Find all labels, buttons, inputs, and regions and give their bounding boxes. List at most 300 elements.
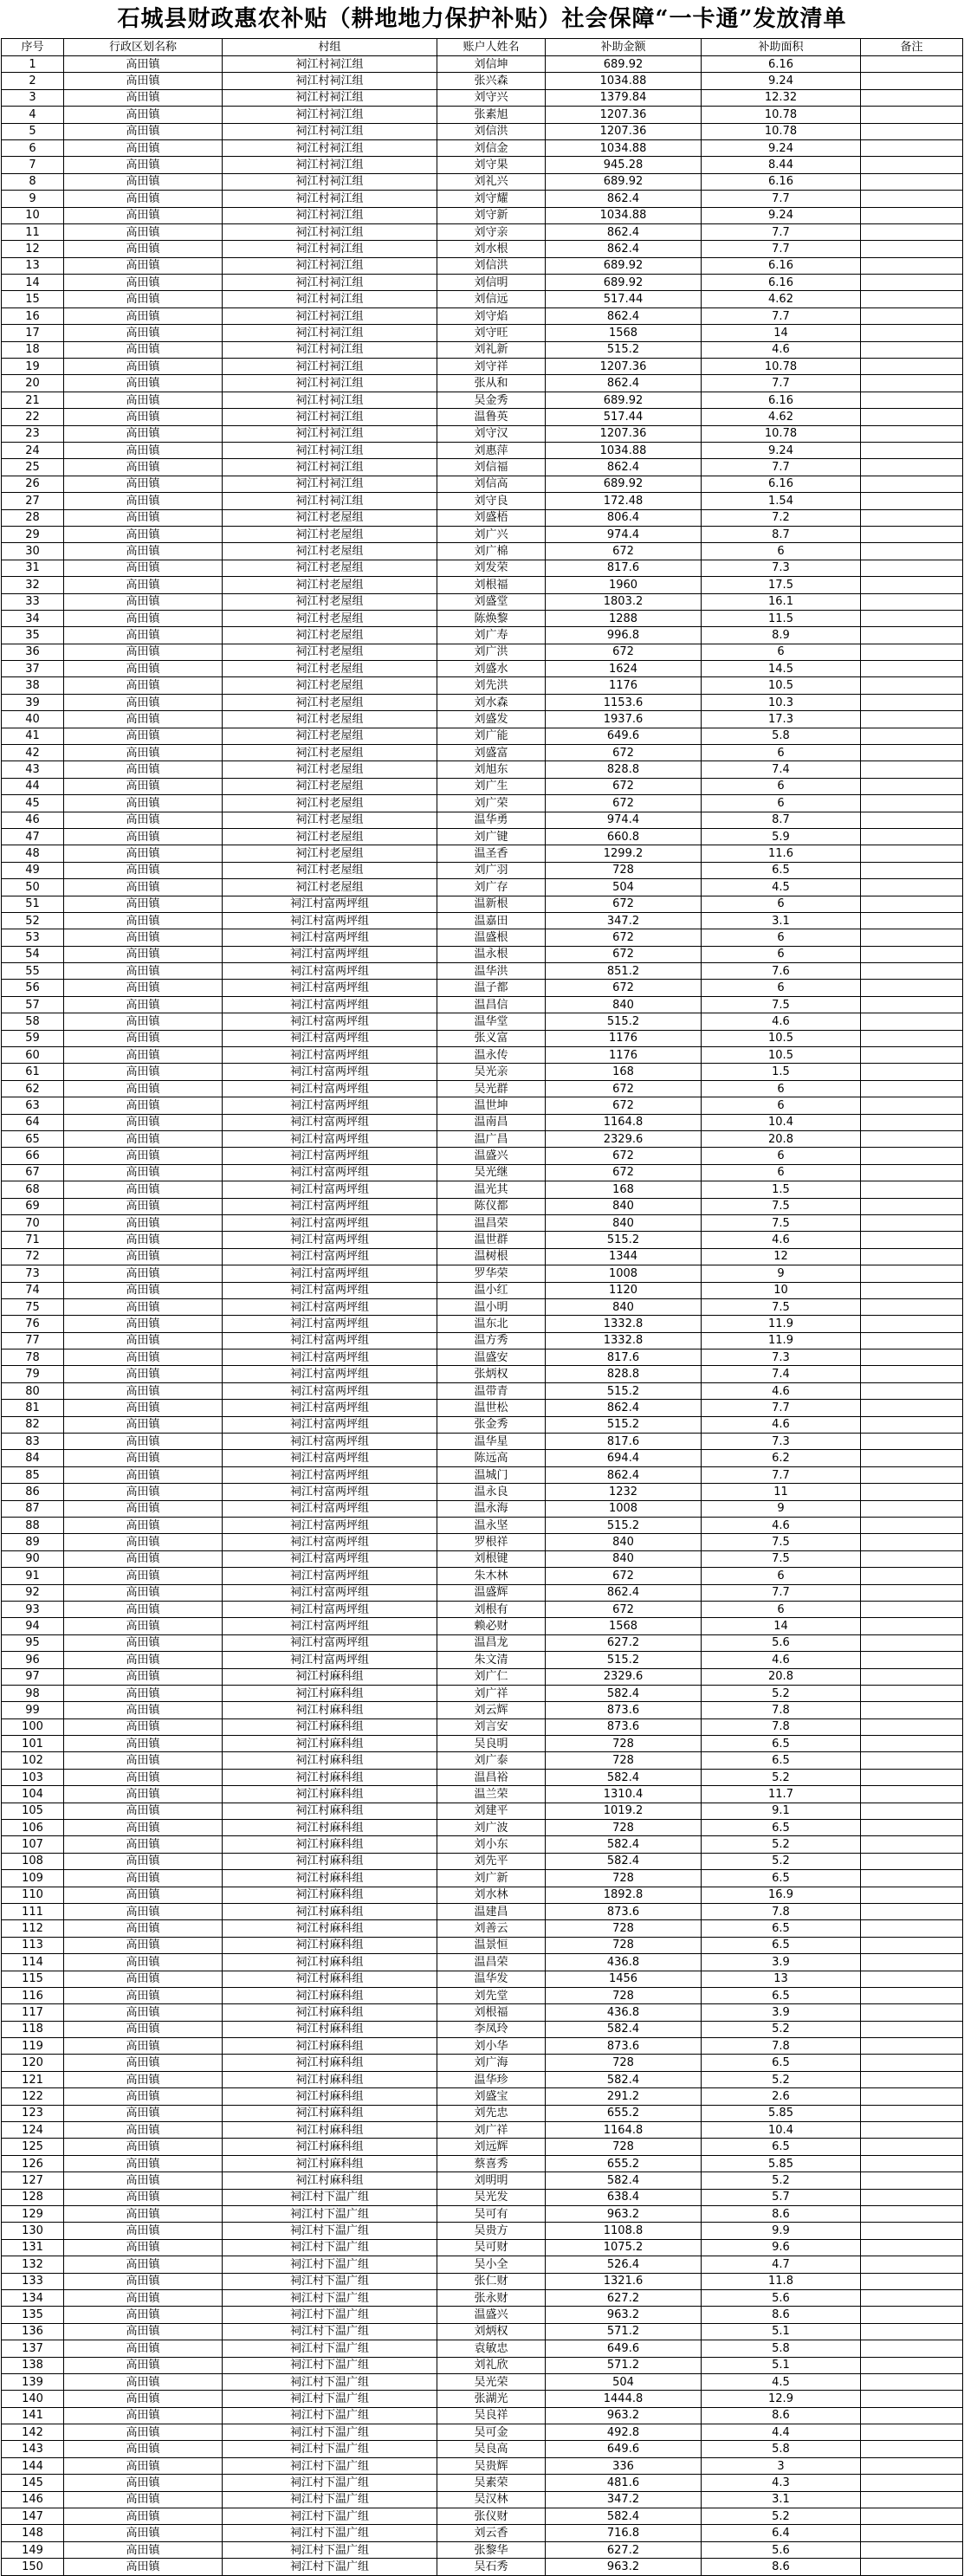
cell-seq: 146 [2, 2491, 64, 2508]
cell-district: 高田镇 [64, 1013, 223, 1030]
cell-account-name: 温华星 [437, 1434, 546, 1450]
cell-village-group: 祠江村祠江组 [223, 241, 437, 257]
cell-area: 7.3 [702, 1434, 861, 1450]
cell-seq: 115 [2, 1971, 64, 1987]
cell-village-group: 祠江村下温广组 [223, 2256, 437, 2273]
cell-area: 9.24 [702, 207, 861, 223]
cell-area: 8.44 [702, 157, 861, 173]
cell-seq: 38 [2, 677, 64, 694]
cell-district: 高田镇 [64, 1668, 223, 1685]
table-row [2, 1903, 963, 1919]
table-header-row [2, 39, 963, 56]
cell-account-name: 温小红 [437, 1282, 546, 1298]
cell-seq: 31 [2, 560, 64, 576]
cell-village-group: 祠江村麻科组 [223, 1920, 437, 1937]
cell-district: 高田镇 [64, 2004, 223, 2021]
cell-area: 7.5 [702, 996, 861, 1013]
cell-area: 9.6 [702, 2239, 861, 2256]
cell-amount: 515.2 [546, 341, 702, 358]
table-row [2, 1702, 963, 1718]
cell-amount: 1034.88 [546, 73, 702, 89]
document-title: 石城县财政惠农补贴（耕地地力保护补贴）社会保障“一卡通”发放清单 [117, 6, 847, 32]
cell-seq: 86 [2, 1484, 64, 1500]
cell-remarks [861, 1148, 963, 1164]
table-row [2, 862, 963, 878]
cell-district: 高田镇 [64, 728, 223, 744]
cell-account-name: 刘先忠 [437, 2105, 546, 2121]
cell-district: 高田镇 [64, 1131, 223, 1148]
cell-remarks [861, 2021, 963, 2037]
cell-seq: 77 [2, 1332, 64, 1349]
cell-amount: 515.2 [546, 1416, 702, 1433]
cell-district: 高田镇 [64, 157, 223, 173]
cell-remarks [861, 1030, 963, 1046]
cell-remarks [861, 157, 963, 173]
cell-seq: 71 [2, 1232, 64, 1248]
cell-area: 20.8 [702, 1668, 861, 1685]
cell-amount: 1008 [546, 1265, 702, 1282]
cell-account-name: 温永传 [437, 1047, 546, 1064]
table-row [2, 1668, 963, 1685]
cell-account-name: 张素旭 [437, 107, 546, 123]
cell-village-group: 祠江村富两坪组 [223, 1382, 437, 1399]
cell-remarks [861, 1634, 963, 1651]
cell-seq: 15 [2, 291, 64, 307]
cell-account-name: 刘信明 [437, 275, 546, 291]
cell-amount: 526.4 [546, 2256, 702, 2273]
cell-area: 9.24 [702, 139, 861, 156]
cell-seq: 9 [2, 191, 64, 207]
cell-remarks [861, 1214, 963, 1231]
cell-seq: 87 [2, 1500, 64, 1517]
cell-amount: 492.8 [546, 2424, 702, 2441]
table-row [2, 610, 963, 626]
cell-village-group: 祠江村富两坪组 [223, 1366, 437, 1382]
cell-remarks [861, 2289, 963, 2306]
table-row [2, 325, 963, 341]
table-row [2, 879, 963, 896]
cell-district: 高田镇 [64, 1887, 223, 1903]
cell-district: 高田镇 [64, 1097, 223, 1114]
cell-village-group: 祠江村下温广组 [223, 2373, 437, 2390]
cell-account-name: 陈远高 [437, 1450, 546, 1466]
cell-amount: 436.8 [546, 2004, 702, 2021]
cell-seq: 100 [2, 1718, 64, 1735]
cell-village-group: 祠江村麻科组 [223, 1954, 437, 1971]
cell-amount: 504 [546, 879, 702, 896]
cell-account-name: 刘明明 [437, 2172, 546, 2189]
table-row [2, 392, 963, 408]
table-row [2, 946, 963, 962]
table-row [2, 73, 963, 89]
cell-district: 高田镇 [64, 711, 223, 728]
table-row [2, 2038, 963, 2055]
cell-village-group: 祠江村麻科组 [223, 1736, 437, 1752]
cell-amount: 1019.2 [546, 1803, 702, 1819]
cell-account-name: 刘信洪 [437, 257, 546, 274]
cell-district: 高田镇 [64, 593, 223, 610]
cell-account-name: 吴石秀 [437, 2559, 546, 2575]
cell-remarks [861, 1382, 963, 1399]
cell-seq: 142 [2, 2424, 64, 2441]
cell-account-name: 刘发荣 [437, 560, 546, 576]
column-header-area: 补助面积 [702, 39, 861, 56]
cell-district: 高田镇 [64, 2055, 223, 2071]
cell-district: 高田镇 [64, 1618, 223, 1634]
cell-remarks [861, 2441, 963, 2457]
cell-account-name: 温华堂 [437, 1013, 546, 1030]
cell-seq: 79 [2, 1366, 64, 1382]
table-row [2, 543, 963, 560]
cell-village-group: 祠江村富两坪组 [223, 1316, 437, 1332]
cell-district: 高田镇 [64, 2206, 223, 2223]
table-row [2, 1954, 963, 1971]
cell-village-group: 祠江村富两坪组 [223, 1534, 437, 1550]
cell-account-name: 刘信金 [437, 139, 546, 156]
cell-district: 高田镇 [64, 1450, 223, 1466]
cell-amount: 862.4 [546, 375, 702, 392]
cell-amount: 963.2 [546, 2407, 702, 2424]
table-row [2, 2004, 963, 2021]
cell-amount: 1960 [546, 577, 702, 593]
cell-remarks [861, 560, 963, 576]
table-row [2, 2139, 963, 2155]
cell-seq: 16 [2, 307, 64, 324]
cell-area: 6.5 [702, 1937, 861, 1953]
cell-district: 高田镇 [64, 577, 223, 593]
cell-seq: 131 [2, 2239, 64, 2256]
cell-account-name: 刘广仁 [437, 1668, 546, 1685]
cell-amount: 974.4 [546, 812, 702, 828]
cell-seq: 118 [2, 2021, 64, 2037]
cell-account-name: 吴光荣 [437, 2373, 546, 2390]
cell-district: 高田镇 [64, 1164, 223, 1181]
cell-district: 高田镇 [64, 223, 223, 240]
cell-district: 高田镇 [64, 1047, 223, 1064]
cell-village-group: 祠江村富两坪组 [223, 1214, 437, 1231]
cell-area: 7.7 [702, 1400, 861, 1416]
cell-seq: 22 [2, 409, 64, 425]
table-row [2, 509, 963, 526]
cell-remarks [861, 1568, 963, 1584]
cell-remarks [861, 476, 963, 492]
cell-amount: 1456 [546, 1971, 702, 1987]
table-row [2, 1870, 963, 1887]
cell-account-name: 刘守果 [437, 157, 546, 173]
cell-remarks [861, 929, 963, 946]
cell-village-group: 祠江村老屋组 [223, 593, 437, 610]
cell-amount: 840 [546, 1534, 702, 1550]
cell-area: 4.62 [702, 291, 861, 307]
cell-amount: 862.4 [546, 241, 702, 257]
cell-area: 7.7 [702, 375, 861, 392]
cell-seq: 21 [2, 392, 64, 408]
cell-village-group: 祠江村富两坪组 [223, 929, 437, 946]
cell-amount: 627.2 [546, 2541, 702, 2558]
cell-seq: 73 [2, 1265, 64, 1282]
cell-remarks [861, 1887, 963, 1903]
cell-district: 高田镇 [64, 73, 223, 89]
cell-remarks [861, 1181, 963, 1198]
cell-account-name: 温子都 [437, 980, 546, 996]
table-row [2, 1568, 963, 1584]
cell-area: 3.9 [702, 1954, 861, 1971]
cell-area: 14.5 [702, 661, 861, 677]
cell-village-group: 祠江村老屋组 [223, 828, 437, 845]
cell-district: 高田镇 [64, 996, 223, 1013]
cell-account-name: 刘盛堂 [437, 593, 546, 610]
cell-seq: 65 [2, 1131, 64, 1148]
cell-seq: 107 [2, 1836, 64, 1853]
cell-remarks [861, 2491, 963, 2508]
cell-seq: 145 [2, 2475, 64, 2491]
cell-village-group: 祠江村下温广组 [223, 2307, 437, 2323]
cell-district: 高田镇 [64, 1634, 223, 1651]
table-row [2, 1382, 963, 1399]
cell-village-group: 祠江村下温广组 [223, 2559, 437, 2575]
cell-amount: 817.6 [546, 1349, 702, 1366]
cell-seq: 85 [2, 1466, 64, 1483]
table-row [2, 1500, 963, 1517]
cell-amount: 689.92 [546, 56, 702, 73]
cell-village-group: 祠江村富两坪组 [223, 1198, 437, 1214]
cell-account-name: 刘广海 [437, 2055, 546, 2071]
cell-area: 6 [702, 1601, 861, 1617]
cell-seq: 113 [2, 1937, 64, 1953]
cell-district: 高田镇 [64, 745, 223, 761]
cell-amount: 347.2 [546, 2491, 702, 2508]
cell-village-group: 祠江村富两坪组 [223, 912, 437, 929]
table-row [2, 711, 963, 728]
cell-area: 12.9 [702, 2391, 861, 2407]
cell-account-name: 刘旭东 [437, 761, 546, 778]
cell-village-group: 祠江村祠江组 [223, 341, 437, 358]
cell-remarks [861, 1987, 963, 2003]
cell-account-name: 刘信洪 [437, 123, 546, 139]
cell-seq: 124 [2, 2122, 64, 2139]
table-row [2, 728, 963, 744]
cell-village-group: 祠江村富两坪组 [223, 1434, 437, 1450]
cell-seq: 3 [2, 89, 64, 106]
cell-account-name: 张从和 [437, 375, 546, 392]
cell-area: 6.16 [702, 275, 861, 291]
cell-district: 高田镇 [64, 946, 223, 962]
cell-area: 5.2 [702, 2071, 861, 2087]
cell-area: 11.9 [702, 1332, 861, 1349]
cell-village-group: 祠江村老屋组 [223, 745, 437, 761]
table-row [2, 2088, 963, 2105]
cell-village-group: 祠江村麻科组 [223, 1752, 437, 1769]
cell-area: 4.7 [702, 2256, 861, 2273]
cell-seq: 56 [2, 980, 64, 996]
cell-village-group: 祠江村祠江组 [223, 123, 437, 139]
cell-seq: 70 [2, 1214, 64, 1231]
cell-remarks [861, 257, 963, 274]
cell-remarks [861, 1400, 963, 1416]
table-row [2, 1450, 963, 1466]
cell-area: 6.2 [702, 1450, 861, 1466]
table-row [2, 173, 963, 190]
cell-remarks [861, 1466, 963, 1483]
cell-district: 高田镇 [64, 2172, 223, 2189]
cell-district: 高田镇 [64, 2559, 223, 2575]
cell-seq: 138 [2, 2357, 64, 2373]
table-row [2, 1752, 963, 1769]
cell-seq: 4 [2, 107, 64, 123]
cell-village-group: 祠江村下温广组 [223, 2491, 437, 2508]
cell-district: 高田镇 [64, 1534, 223, 1550]
cell-amount: 1892.8 [546, 1887, 702, 1903]
table-row [2, 307, 963, 324]
cell-village-group: 祠江村老屋组 [223, 711, 437, 728]
cell-amount: 672 [546, 1164, 702, 1181]
cell-account-name: 温建昌 [437, 1903, 546, 1919]
cell-remarks [861, 89, 963, 106]
cell-district: 高田镇 [64, 1484, 223, 1500]
cell-account-name: 吴光群 [437, 1080, 546, 1097]
cell-district: 高田镇 [64, 2256, 223, 2273]
cell-district: 高田镇 [64, 2021, 223, 2037]
cell-amount: 689.92 [546, 173, 702, 190]
cell-remarks [861, 2323, 963, 2340]
cell-account-name: 刘守兴 [437, 89, 546, 106]
cell-area: 4.6 [702, 341, 861, 358]
cell-area: 1.5 [702, 1181, 861, 1198]
cell-seq: 44 [2, 778, 64, 794]
cell-area: 7.5 [702, 1550, 861, 1567]
cell-area: 10.78 [702, 123, 861, 139]
cell-seq: 106 [2, 1820, 64, 1836]
cell-district: 高田镇 [64, 661, 223, 677]
cell-remarks [861, 2122, 963, 2139]
table-row [2, 2273, 963, 2289]
cell-district: 高田镇 [64, 2071, 223, 2087]
cell-remarks [861, 2373, 963, 2390]
cell-village-group: 祠江村麻科组 [223, 1685, 437, 1701]
cell-area: 7.6 [702, 963, 861, 980]
cell-remarks [861, 392, 963, 408]
cell-account-name: 吴素荣 [437, 2475, 546, 2491]
cell-remarks [861, 1434, 963, 1450]
cell-district: 高田镇 [64, 2508, 223, 2525]
table-row [2, 1820, 963, 1836]
cell-amount: 862.4 [546, 223, 702, 240]
cell-seq: 57 [2, 996, 64, 1013]
cell-area: 7.7 [702, 459, 861, 476]
cell-remarks [861, 2457, 963, 2474]
table-row [2, 593, 963, 610]
table-row [2, 359, 963, 375]
cell-area: 5.1 [702, 2357, 861, 2373]
cell-area: 6 [702, 745, 861, 761]
cell-amount: 828.8 [546, 1366, 702, 1382]
cell-account-name: 刘远辉 [437, 2139, 546, 2155]
cell-district: 高田镇 [64, 2441, 223, 2457]
cell-remarks [861, 1618, 963, 1634]
cell-district: 高田镇 [64, 1232, 223, 1248]
cell-amount: 1310.4 [546, 1786, 702, 1803]
cell-account-name: 温永良 [437, 1484, 546, 1500]
cell-district: 高田镇 [64, 476, 223, 492]
cell-account-name: 吴可有 [437, 2206, 546, 2223]
cell-district: 高田镇 [64, 89, 223, 106]
cell-village-group: 祠江村祠江组 [223, 56, 437, 73]
cell-amount: 627.2 [546, 1634, 702, 1651]
cell-remarks [861, 711, 963, 728]
cell-account-name: 吴光发 [437, 2189, 546, 2205]
table-row [2, 157, 963, 173]
cell-area: 6 [702, 1164, 861, 1181]
cell-village-group: 祠江村下温广组 [223, 2475, 437, 2491]
cell-seq: 69 [2, 1198, 64, 1214]
cell-district: 高田镇 [64, 1803, 223, 1819]
cell-account-name: 刘小东 [437, 1836, 546, 1853]
cell-area: 11.5 [702, 610, 861, 626]
cell-seq: 45 [2, 795, 64, 812]
cell-amount: 515.2 [546, 1232, 702, 1248]
cell-account-name: 刘广存 [437, 879, 546, 896]
cell-seq: 43 [2, 761, 64, 778]
cell-area: 6.5 [702, 1870, 861, 1887]
cell-amount: 649.6 [546, 728, 702, 744]
cell-account-name: 温永海 [437, 1500, 546, 1517]
cell-area: 4.6 [702, 1416, 861, 1433]
cell-account-name: 刘先堂 [437, 1987, 546, 2003]
cell-account-name: 刘广荣 [437, 795, 546, 812]
cell-amount: 1153.6 [546, 694, 702, 710]
table-row [2, 677, 963, 694]
cell-remarks [861, 912, 963, 929]
cell-area: 2.6 [702, 2088, 861, 2105]
cell-seq: 110 [2, 1887, 64, 1903]
cell-seq: 128 [2, 2189, 64, 2205]
cell-district: 高田镇 [64, 2407, 223, 2424]
cell-account-name: 刘炳权 [437, 2323, 546, 2340]
cell-area: 13 [702, 1971, 861, 1987]
cell-village-group: 祠江村下温广组 [223, 2424, 437, 2441]
table-row [2, 1634, 963, 1651]
cell-district: 高田镇 [64, 2323, 223, 2340]
cell-account-name: 温昌裕 [437, 1769, 546, 1785]
cell-seq: 11 [2, 223, 64, 240]
table-row [2, 1416, 963, 1433]
cell-amount: 660.8 [546, 828, 702, 845]
cell-village-group: 祠江村富两坪组 [223, 1114, 437, 1130]
cell-amount: 862.4 [546, 307, 702, 324]
cell-village-group: 祠江村下温广组 [223, 2541, 437, 2558]
cell-account-name: 温华珍 [437, 2071, 546, 2087]
cell-area: 5.2 [702, 1685, 861, 1701]
cell-seq: 117 [2, 2004, 64, 2021]
cell-seq: 26 [2, 476, 64, 492]
cell-remarks [861, 1736, 963, 1752]
table-row [2, 1786, 963, 1803]
table-row [2, 996, 963, 1013]
cell-remarks [861, 845, 963, 862]
cell-remarks [861, 1131, 963, 1148]
table-row [2, 1366, 963, 1382]
table-row [2, 459, 963, 476]
cell-remarks [861, 1685, 963, 1701]
cell-village-group: 祠江村富两坪组 [223, 1181, 437, 1198]
cell-village-group: 祠江村富两坪组 [223, 1265, 437, 1282]
cell-area: 8.6 [702, 2206, 861, 2223]
cell-account-name: 罗华荣 [437, 1265, 546, 1282]
table-row [2, 1652, 963, 1668]
cell-village-group: 祠江村麻科组 [223, 2172, 437, 2189]
cell-account-name: 张仪财 [437, 2508, 546, 2525]
table-row [2, 1030, 963, 1046]
